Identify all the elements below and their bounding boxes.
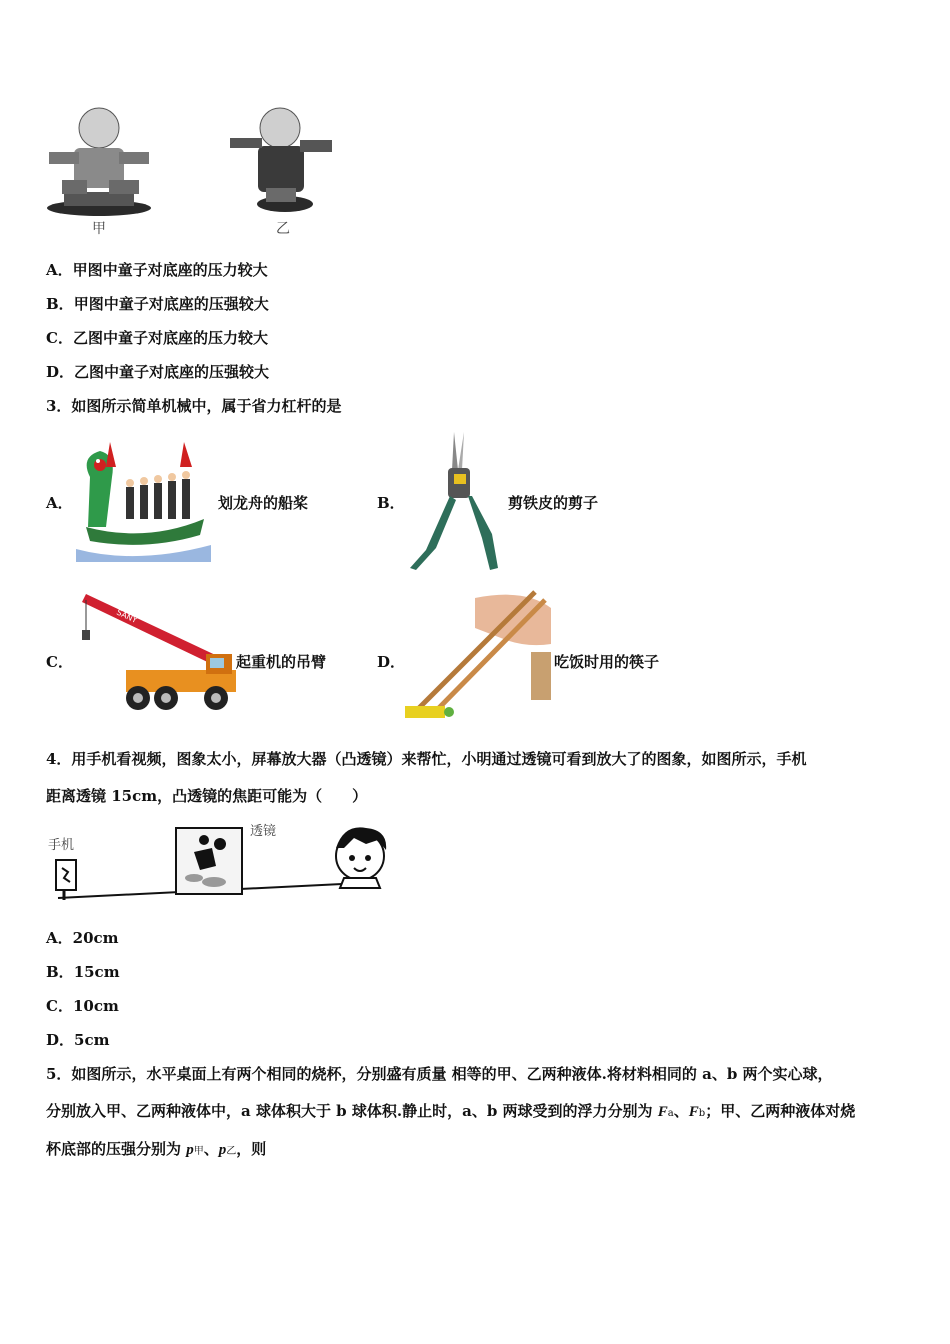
option-text: 甲图中童子对底座的压强较大 — [73, 295, 269, 313]
symbol-F-b: F — [688, 1104, 699, 1120]
q3-stem: 3．如图所示简单机械中，属于省力杠杆的是 — [46, 397, 342, 415]
option-letter: B． — [46, 963, 74, 981]
option-letter: D． — [46, 363, 75, 381]
child-figure-yi — [230, 100, 340, 220]
symbol-p-jia: p — [186, 1142, 194, 1158]
option-letter: A． — [46, 261, 73, 279]
q4-stem-line1: 4．用手机看视频，图象太小，屏幕放大器（凸透镜）来帮忙，小明通过透镜可看到放大了的图象，如图所示，手机 — [46, 750, 807, 768]
q3-option-b-letter[interactable]: B． — [377, 494, 405, 512]
option-text: 10cm — [72, 997, 119, 1015]
label-phone: 手机 — [48, 838, 75, 853]
q5-line1: 5．如图所示，水平桌面上有两个相同的烧杯，分别盛有质量 相等的甲、乙两种液体.将材料相同的 a、b 两个实心球， — [46, 1065, 833, 1083]
q3-option-a-text: 划龙舟的船桨 — [218, 494, 309, 512]
q2-option-c[interactable] — [46, 328, 268, 348]
crane-brand: SANY — [115, 607, 139, 625]
option-letter: C． — [46, 997, 73, 1015]
subscript-a: a — [667, 1108, 674, 1119]
separator: 、 — [673, 1102, 689, 1120]
q4-option-d[interactable] — [46, 1030, 109, 1050]
subscript-jia: 甲 — [193, 1146, 204, 1157]
option-text: 乙图中童子对底座的压力较大 — [72, 329, 268, 347]
q5-line2-pre: 分别放入甲、乙两种液体中，a 球体积大于 b 球体积.静止时，a、b 两球受到的浮力分别为 — [46, 1102, 658, 1120]
caption-yi: 乙 — [276, 221, 290, 237]
option-text: 乙图中童子对底座的压强较大 — [74, 363, 270, 381]
q3-option-b-text: 剪铁皮的剪子 — [508, 494, 599, 512]
symbol-p-yi: p — [218, 1142, 227, 1158]
option-letter: D． — [46, 1031, 75, 1049]
separator: 、 — [203, 1140, 219, 1158]
q2-figure — [44, 100, 344, 245]
q4-stem-line2: 距离透镜 15cm，凸透镜的焦距可能为（ ） — [46, 787, 368, 805]
q3-option-c-letter[interactable]: C． — [46, 653, 73, 671]
q3-option-d-letter[interactable]: D． — [377, 653, 406, 671]
q2-option-b[interactable] — [46, 294, 269, 314]
q4-option-c[interactable] — [46, 996, 119, 1016]
option-letter: A． — [46, 929, 73, 947]
q5-line2-post: ；甲、乙两种液体对烧 — [705, 1102, 856, 1120]
option-text: 5cm — [74, 1031, 110, 1049]
chopsticks-image — [405, 588, 553, 718]
crane-image — [76, 590, 236, 718]
option-letter: B． — [46, 295, 74, 313]
q5-line3-pre: 杯底部的压强分别为 — [46, 1140, 187, 1158]
q5-line3 — [46, 1139, 266, 1162]
q4-option-b[interactable] — [46, 962, 120, 982]
dragon-boat-image — [76, 437, 211, 562]
q2-option-d[interactable] — [46, 362, 269, 382]
q4-figure — [44, 818, 404, 908]
label-lens: 透镜 — [250, 824, 277, 839]
q3-option-d-text: 吃饭时用的筷子 — [554, 653, 660, 671]
caption-jia: 甲 — [92, 221, 106, 237]
q4-option-a[interactable] — [46, 928, 119, 948]
q5-line2 — [46, 1101, 855, 1124]
q3-option-a-letter[interactable]: A． — [46, 494, 73, 512]
lens-diagram — [44, 818, 404, 908]
subscript-yi: 乙 — [226, 1146, 237, 1157]
tin-shears-image — [402, 430, 502, 570]
option-text: 甲图中童子对底座的压力较大 — [72, 261, 268, 279]
symbol-F-a: F — [657, 1104, 668, 1120]
child-figure-jia — [44, 100, 154, 220]
q5-line3-post: ，则 — [236, 1140, 267, 1158]
q3-option-c-text: 起重机的吊臂 — [236, 653, 327, 671]
option-text: 20cm — [72, 929, 119, 947]
option-text: 15cm — [73, 963, 120, 981]
subscript-b: b — [698, 1108, 706, 1119]
option-letter: C． — [46, 329, 73, 347]
q2-option-a[interactable] — [46, 260, 268, 280]
